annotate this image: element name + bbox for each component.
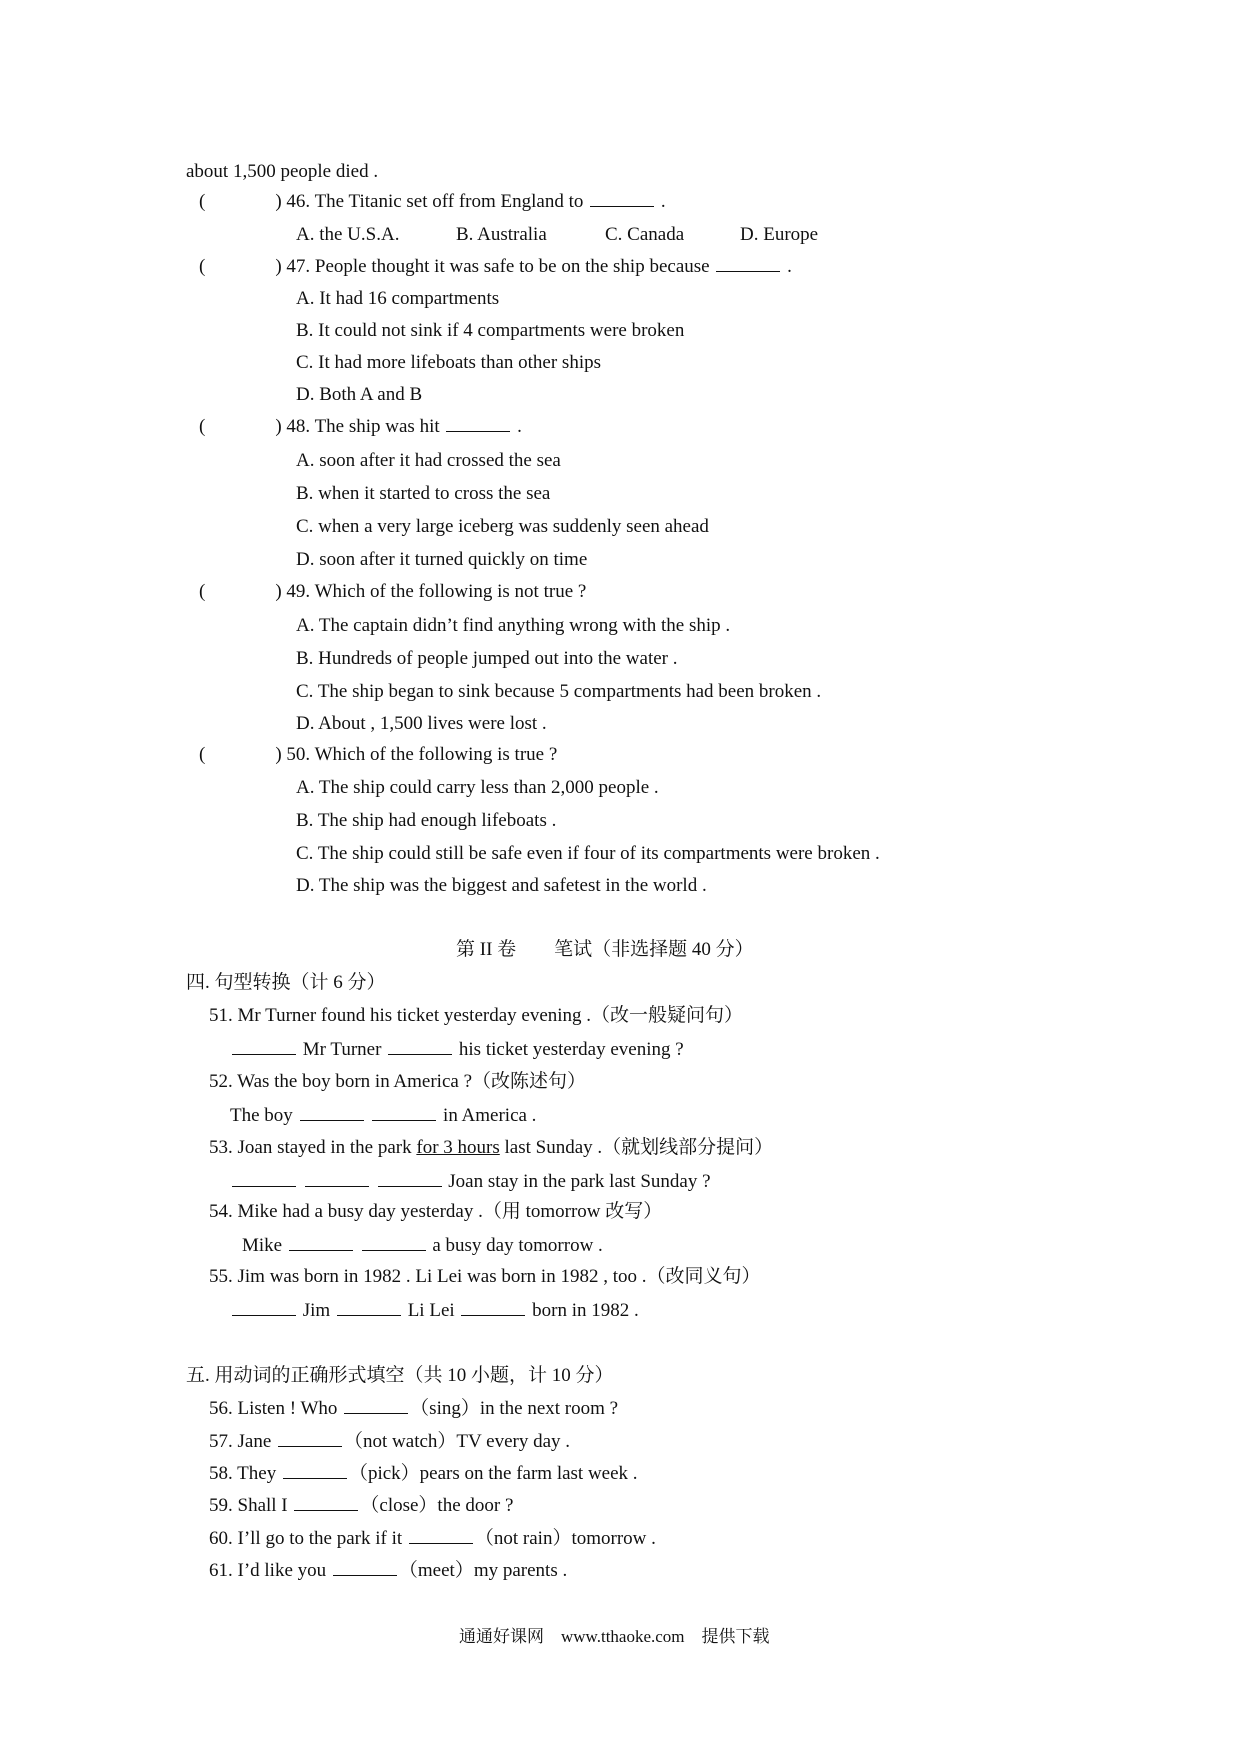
option-49-c: C. The ship began to sink because 5 compartments had been broken . xyxy=(296,681,822,702)
answer-text: Joan stay in the park last Sunday ? xyxy=(448,1171,711,1192)
answer-blank[interactable] xyxy=(388,1038,452,1055)
question-stem: 48. The ship was hit xyxy=(286,416,440,437)
answer-bracket-open: ( xyxy=(199,581,206,602)
answer-blank[interactable] xyxy=(278,1430,342,1447)
question-text: 61. I’d like you xyxy=(209,1560,327,1581)
answer-text: Li Lei xyxy=(407,1300,455,1321)
question-tail: . xyxy=(517,416,522,437)
option-47-c: C. It had more lifeboats than other ships xyxy=(296,352,601,373)
answer-text: his ticket yesterday evening ? xyxy=(458,1039,684,1060)
question-52-answer xyxy=(230,1104,536,1128)
answer-bracket-open: ( xyxy=(199,416,206,437)
answer-blank[interactable] xyxy=(333,1559,397,1576)
option-46-b: B. Australia xyxy=(456,224,547,245)
answer-bracket-close: ) xyxy=(275,256,282,277)
option-50-c: C. The ship could still be safe even if four of its compartments were broken . xyxy=(296,843,880,864)
option-49-b: B. Hundreds of people jumped out into the water . xyxy=(296,648,678,669)
footer-watermark: 通通好课网 www.tthaoke.com 提供下载 xyxy=(459,1627,770,1646)
answer-blank[interactable] xyxy=(344,1397,408,1414)
option-46-a: A. the U.S.A. xyxy=(296,224,400,245)
question-stem: 46. The Titanic set off from England to xyxy=(286,191,584,212)
question-stem: 50. Which of the following is true ? xyxy=(286,744,558,765)
question-51-stem: 51. Mr Turner found his ticket yesterday evening .（改一般疑问句） xyxy=(209,1005,744,1026)
answer-blank[interactable] xyxy=(232,1038,296,1055)
question-51-answer xyxy=(230,1038,684,1062)
answer-blank[interactable] xyxy=(461,1299,525,1316)
option-46-d: D. Europe xyxy=(740,224,819,245)
stem-text: 53. Joan stayed in the park xyxy=(209,1137,412,1158)
question-text: （sing）in the next room ? xyxy=(410,1398,619,1419)
question-text: （meet）my parents . xyxy=(398,1560,568,1581)
question-46 xyxy=(199,190,666,214)
answer-text: Mr Turner xyxy=(302,1039,382,1060)
question-text: （pick）pears on the farm last week . xyxy=(348,1463,638,1484)
question-text: 58. They xyxy=(209,1463,277,1484)
intro-line: about 1,500 people died . xyxy=(186,161,379,182)
answer-blank[interactable] xyxy=(446,415,510,432)
question-tail: . xyxy=(787,256,792,277)
answer-bracket-close: ) xyxy=(275,581,282,602)
question-48 xyxy=(199,415,522,439)
answer-text: Mike xyxy=(242,1235,283,1256)
question-55-answer xyxy=(230,1299,639,1323)
answer-blank[interactable] xyxy=(409,1527,473,1544)
question-57 xyxy=(209,1430,570,1454)
question-54-stem: 54. Mike had a busy day yesterday .（用 tomorrow 改写） xyxy=(209,1201,663,1222)
option-48-c: C. when a very large iceberg was suddenly seen ahead xyxy=(296,516,709,537)
question-58 xyxy=(209,1462,638,1486)
question-text: 57. Jane xyxy=(209,1431,272,1452)
option-50-a: A. The ship could carry less than 2,000 people . xyxy=(296,777,659,798)
answer-blank[interactable] xyxy=(337,1299,401,1316)
question-60 xyxy=(209,1527,656,1551)
section-four-title: 四. 句型转换（计 6 分） xyxy=(186,972,386,993)
question-text: 56. Listen ! Who xyxy=(209,1398,338,1419)
answer-bracket-close: ) xyxy=(275,744,282,765)
option-47-a: A. It had 16 compartments xyxy=(296,288,500,309)
option-46-c: C. Canada xyxy=(605,224,685,245)
answer-blank[interactable] xyxy=(378,1170,442,1187)
question-54-answer xyxy=(242,1234,603,1258)
question-56 xyxy=(209,1397,618,1421)
option-50-b: B. The ship had enough lifeboats . xyxy=(296,810,557,831)
answer-blank[interactable] xyxy=(294,1494,358,1511)
answer-blank[interactable] xyxy=(289,1234,353,1251)
underlined-phrase: for 3 hours xyxy=(416,1137,500,1158)
answer-blank[interactable] xyxy=(300,1104,364,1121)
question-49 xyxy=(199,580,586,604)
answer-text: The boy xyxy=(230,1105,293,1126)
option-48-a: A. soon after it had crossed the sea xyxy=(296,450,561,471)
option-48-b: B. when it started to cross the sea xyxy=(296,483,551,504)
answer-blank[interactable] xyxy=(283,1462,347,1479)
question-47 xyxy=(199,255,792,279)
question-text: （close）the door ? xyxy=(360,1495,514,1516)
stem-text: last Sunday .（就划线部分提问） xyxy=(504,1137,774,1158)
answer-bracket-open: ( xyxy=(199,256,206,277)
question-stem: 47. People thought it was safe to be on the ship because xyxy=(286,256,710,277)
option-47-b: B. It could not sink if 4 compartments were broken xyxy=(296,320,685,341)
answer-blank[interactable] xyxy=(232,1299,296,1316)
answer-bracket-close: ) xyxy=(275,191,282,212)
question-text: （not watch）TV every day . xyxy=(344,1431,571,1452)
section-five-title: 五. 用动词的正确形式填空（共 10 小题，计 10 分） xyxy=(186,1365,614,1386)
question-text: 59. Shall I xyxy=(209,1495,288,1516)
answer-text: in America . xyxy=(443,1105,537,1126)
option-47-d: D. Both A and B xyxy=(296,384,423,405)
part-two-title: 第 II 卷 笔试（非选择题 40 分） xyxy=(456,939,754,960)
answer-text: Jim xyxy=(302,1300,331,1321)
answer-blank[interactable] xyxy=(232,1170,296,1187)
option-50-d: D. The ship was the biggest and safetest in the world . xyxy=(296,875,707,896)
option-49-a: A. The captain didn’t find anything wrong with the ship . xyxy=(296,615,731,636)
answer-text: a busy day tomorrow . xyxy=(432,1235,603,1256)
answer-bracket-open: ( xyxy=(199,744,206,765)
question-53-stem xyxy=(209,1136,773,1160)
answer-blank[interactable] xyxy=(716,255,780,272)
question-tail: . xyxy=(660,191,666,212)
question-55-stem: 55. Jim was born in 1982 . Li Lei was born in 1982 , too .（改同义句） xyxy=(209,1266,761,1287)
question-59 xyxy=(209,1494,513,1518)
answer-text: born in 1982 . xyxy=(532,1300,639,1321)
question-53-answer xyxy=(230,1170,711,1194)
answer-bracket-close: ) xyxy=(275,416,282,437)
answer-bracket-open: ( xyxy=(199,191,206,212)
option-49-d: D. About , 1,500 lives were lost . xyxy=(296,713,547,734)
question-52-stem: 52. Was the boy born in America ?（改陈述句） xyxy=(209,1071,587,1092)
question-61 xyxy=(209,1559,567,1583)
answer-blank[interactable] xyxy=(372,1104,436,1121)
question-50 xyxy=(199,743,557,767)
answer-blank[interactable] xyxy=(305,1170,369,1187)
answer-blank[interactable] xyxy=(590,190,654,207)
answer-blank[interactable] xyxy=(362,1234,426,1251)
question-text: 60. I’ll go to the park if it xyxy=(209,1528,403,1549)
question-text: （not rain）tomorrow . xyxy=(474,1528,656,1549)
option-48-d: D. soon after it turned quickly on time xyxy=(296,549,588,570)
question-stem: 49. Which of the following is not true ? xyxy=(286,581,587,602)
